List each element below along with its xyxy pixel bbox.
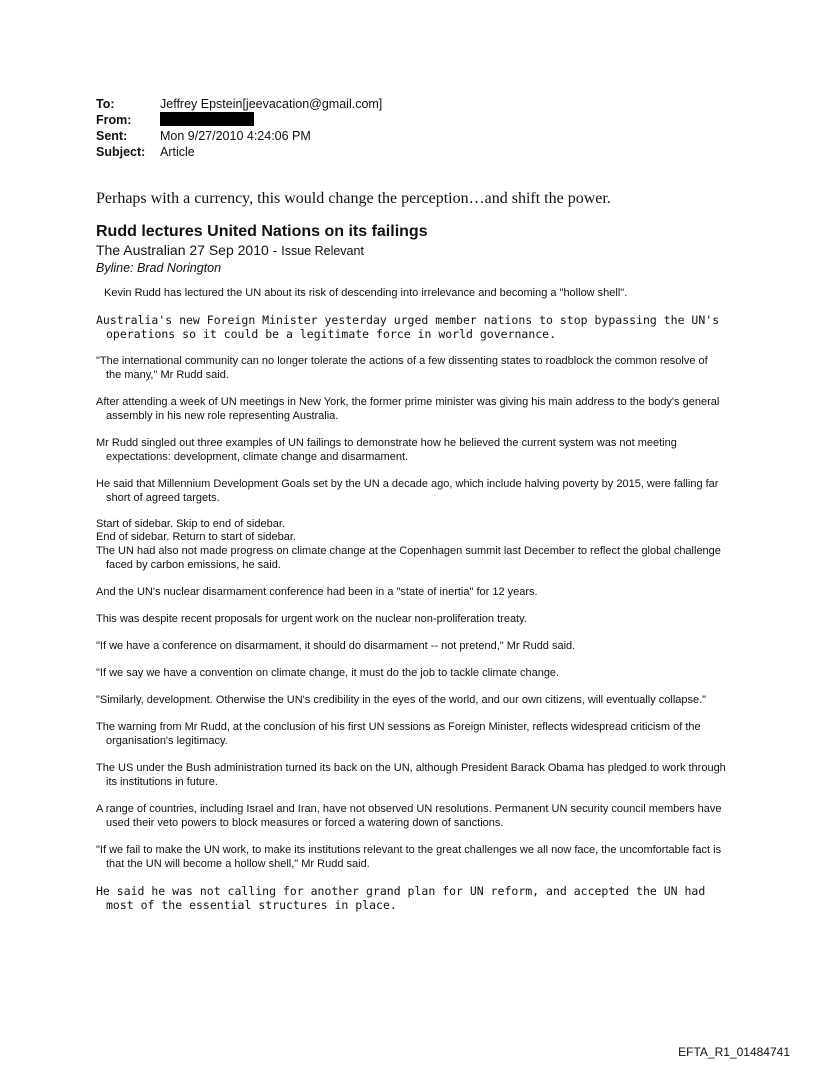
paragraph-5: Mr Rudd singled out three examples of UN failings to demonstrate how he believed the current system was not meeting expectations: development, climate change and disarmament. — [96, 437, 677, 463]
paragraph-4: After attending a week of UN meetings in New York, the former prime minister was giving his main address to the body's general assembly in his new role representing Australia. — [96, 396, 720, 422]
article — [96, 222, 726, 925]
paragraph-7: The UN had also not made progress on climate change at the Copenhagen summit last December to reflect the global challenge faced by carbon emissions, he said. — [96, 545, 721, 571]
paragraph-2: Australia's new Foreign Minister yesterday urged member nations to stop bypassing the UN's operations so it could be a legitimate force in world governance. — [96, 313, 720, 341]
from-label: From: — [96, 113, 132, 127]
issue-text: Issue Relevant — [281, 244, 364, 258]
paragraph-13: The warning from Mr Rudd, at the conclusion of his first UN sessions as Foreign Minister, reflects widespread criticism of the organisation's legitimacy. — [96, 721, 701, 747]
paragraph-15: A range of countries, including Israel and Iran, have not observed UN resolutions. Permanent UN security council members have used their veto powers to block measures or forced a watering down of sanctions. — [96, 803, 722, 829]
sent-label: Sent: — [96, 129, 128, 143]
redaction-bar — [160, 112, 254, 126]
sidebar-end: End of sidebar. Return to start of sidebar. — [96, 531, 296, 543]
paragraph-10: "If we have a conference on disarmament, it should do disarmament -- not pretend," Mr Rudd said. — [96, 640, 576, 652]
sent-value: Mon 9/27/2010 4:24:06 PM — [160, 129, 311, 143]
subject-value: Article — [160, 145, 195, 159]
paragraph-17: He said he was not calling for another grand plan for UN reform, and accepted the UN had most of the essential structures in place. — [96, 884, 706, 912]
from-row — [96, 112, 382, 128]
subject-row — [96, 144, 382, 160]
to-row — [96, 96, 382, 112]
paragraph-16: "If we fail to make the UN work, to make its institutions relevant to the great challenges we all now face, the uncomfortable fact is that the UN will become a hollow shell," Mr Rudd said. — [96, 844, 722, 870]
sent-row — [96, 128, 382, 144]
email-header — [96, 96, 382, 160]
paragraph-1: Kevin Rudd has lectured the UN about its risk of descending into irrelevance and becoming a "hollow shell". — [104, 287, 628, 299]
paragraph-6: He said that Millennium Development Goals set by the UN a decade ago, which include halving poverty by 2015, were falling far short of agreed targets. — [96, 478, 719, 504]
to-label: To: — [96, 97, 115, 111]
to-value: Jeffrey Epstein[jeevacation@gmail.com] — [160, 97, 383, 111]
article-source — [96, 242, 726, 260]
intro-message: Perhaps with a currency, this would change the perception…and shift the power. — [96, 190, 611, 207]
paragraph-14: The US under the Bush administration turned its back on the UN, although President Barack Obama has pledged to work through its institutions in future. — [96, 762, 726, 788]
sidebar-start: Start of sidebar. Skip to end of sidebar. — [96, 518, 285, 530]
article-headline: Rudd lectures United Nations on its failings — [96, 223, 428, 240]
subject-label: Subject: — [96, 145, 146, 159]
article-byline: Byline: Brad Norington — [96, 261, 222, 275]
paragraph-12: "Similarly, development. Otherwise the UN's credibility in the eyes of the world, and our own citizens, will eventually collapse." — [96, 694, 707, 706]
source-text: The Australian 27 Sep 2010 - — [96, 242, 282, 258]
paragraph-3: "The international community can no longer tolerate the actions of a few dissenting states to roadblock the common resolve of the many," Mr Rudd said. — [96, 355, 708, 381]
paragraph-11: "If we say we have a convention on climate change, it must do the job to tackle climate change. — [96, 667, 560, 679]
paragraph-9: This was despite recent proposals for urgent work on the nuclear non-proliferation treaty. — [96, 613, 527, 625]
paragraph-8: And the UN's nuclear disarmament conference had been in a "state of inertia" for 12 years. — [96, 586, 538, 598]
document-id: EFTA_R1_01484741 — [678, 1045, 790, 1059]
